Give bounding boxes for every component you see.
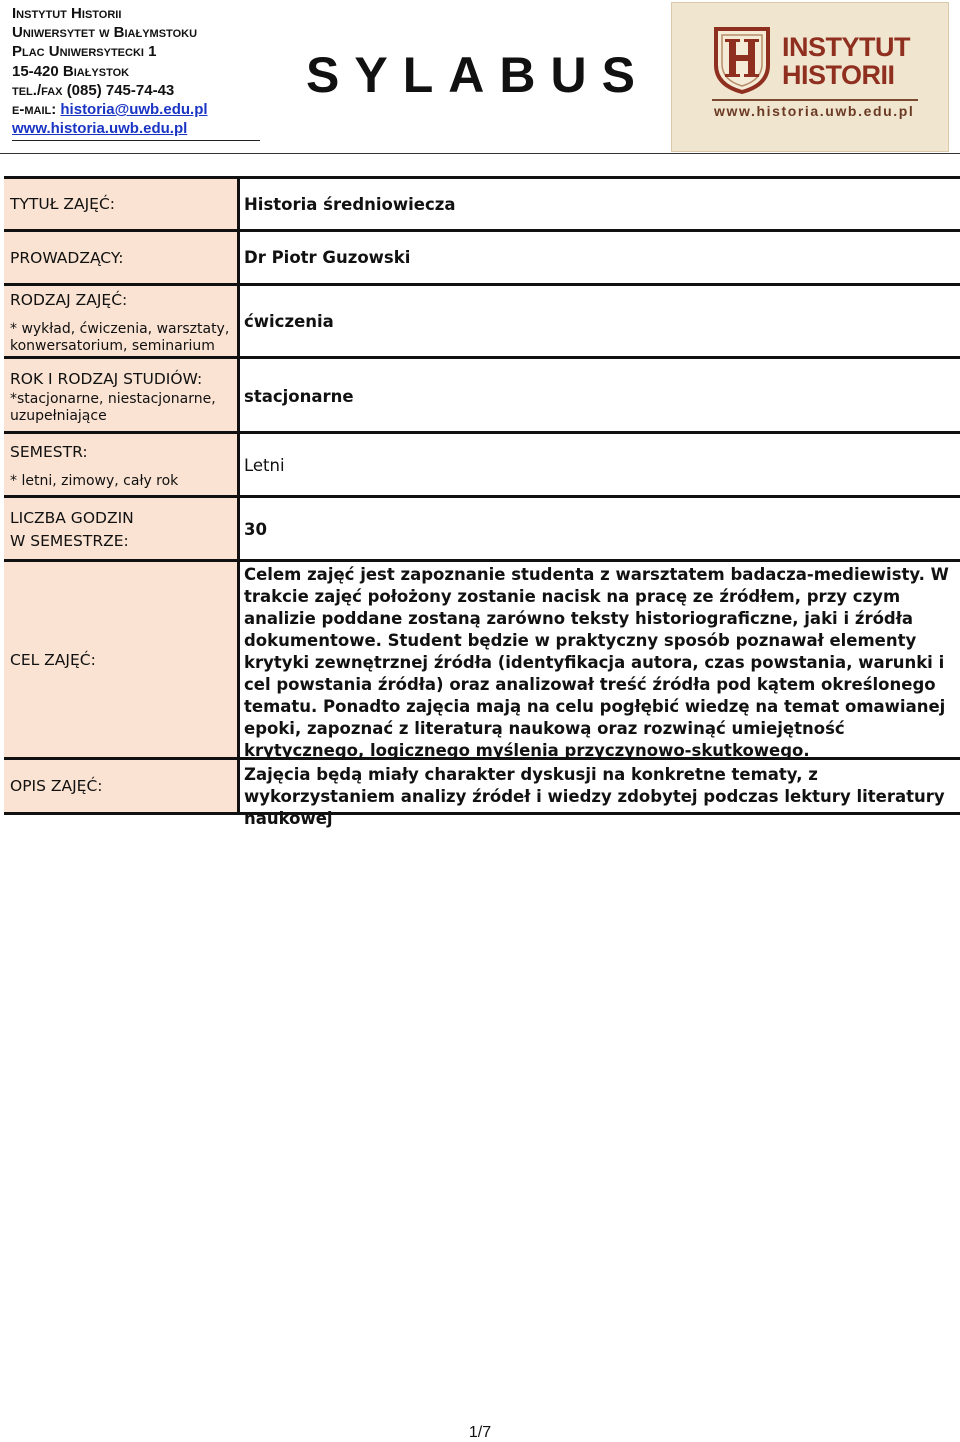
- study-type-label: ROK I RODZAJ STUDIÓW:: [10, 369, 203, 388]
- label-class-type: [4, 286, 240, 358]
- class-type-value: ćwiczenia: [244, 312, 334, 331]
- description-text: Zajęcia będą miały charakter dyskusji na konkretne tematy, z wykorzystaniem analizy źródeł i wiedzy zdobytej podczas lektury literatury naukowej: [244, 765, 945, 828]
- institute-name: Instytut Historii: [12, 5, 122, 22]
- document-title: SYLABUS: [306, 47, 650, 103]
- logo-url: www.historia.uwb.edu.pl: [714, 103, 915, 119]
- label-course-title: [4, 179, 240, 230]
- value-hours: [240, 498, 960, 561]
- website-line: [12, 119, 260, 138]
- value-study-type: [240, 359, 960, 434]
- phone-number: (085) 745-74-43: [66, 81, 175, 99]
- row-semester: [4, 431, 960, 497]
- logo-word-1: INSTYTUT: [782, 32, 910, 62]
- hours-label-line2: W SEMESTRZE:: [10, 531, 129, 550]
- value-class-type: [240, 286, 960, 358]
- instructor-label: PROWADZĄCY:: [10, 248, 124, 267]
- hours-value: 30: [244, 519, 267, 539]
- label-goal: [4, 562, 240, 759]
- course-title-value: Historia średniowiecza: [244, 194, 456, 214]
- value-instructor: [240, 232, 960, 284]
- row-instructor: [4, 229, 960, 284]
- institute-contact-block: [12, 4, 260, 141]
- study-type-value: stacjonarne: [244, 386, 354, 406]
- email-link[interactable]: historia@uwb.edu.pl: [60, 101, 208, 119]
- row-description: [4, 757, 960, 828]
- logo-divider: [712, 99, 918, 101]
- page-number: 1/7: [468, 1424, 492, 1441]
- instructor-value: Dr Piotr Guzowski: [244, 248, 411, 267]
- logo-word-2: HISTORII: [782, 60, 895, 90]
- email-label: e-mail:: [12, 101, 57, 119]
- goal-text: Celem zajęć jest zapoznanie studenta z warsztatem badacza-mediewisty. W trakcie zajęć położony zostanie nacisk na pracę ze źródłem, przy czym analizie poddane zostaną zarówno teksty historiograficzne, jaki i źródła dokumentowe. Student będzie w praktyczny sposób poznawał elementy krytyki zewnętrznej źródła (identyfikacja autora, czas powstania, warunki i cel powstania źródła) oraz analizował treść źródła pod kątem określonego tematu. Ponadto zajęcia mają na celu pogłębić wiedzę na temat omawianej epoki, zapoznać z literaturą naukową oraz rozwinąć umiejętność krytycznego, logicznego myślenia przyczynowo-skutkowego.: [244, 565, 949, 760]
- course-title-label: TYTUŁ ZAJĘĆ:: [10, 195, 116, 213]
- goal-label: CEL ZAJĘĆ:: [10, 651, 96, 669]
- phone-line: [12, 81, 260, 100]
- hours-label-line1: LICZBA GODZIN: [10, 508, 134, 527]
- row-hours: [4, 495, 960, 561]
- instytut-historii-shield-h-icon: [712, 25, 772, 95]
- value-course-title: [240, 179, 960, 230]
- description-label: OPIS ZAJĘĆ:: [10, 776, 103, 795]
- semester-value: Letni: [244, 455, 285, 475]
- email-line: [12, 100, 260, 119]
- label-hours: [4, 498, 240, 561]
- street-address: Plac Uniwersytecki 1: [12, 43, 157, 61]
- label-instructor: [4, 232, 240, 284]
- website-link[interactable]: www.historia.uwb.edu.pl: [12, 120, 188, 138]
- row-study-type: [4, 356, 960, 434]
- university-name: Uniwersytet w Białymstoku: [12, 24, 198, 42]
- study-type-hint: *stacjonarne, niestacjonarne, uzupełniające: [10, 390, 216, 424]
- class-type-label: RODZAJ ZAJĘĆ:: [10, 290, 128, 309]
- semester-label: SEMESTR:: [10, 442, 88, 461]
- institute-logo: [671, 2, 949, 152]
- value-goal: [240, 562, 960, 759]
- semester-hint: * letni, zimowy, cały rok: [10, 472, 179, 489]
- label-semester: [4, 434, 240, 497]
- value-description: [240, 760, 960, 828]
- row-course-title: [4, 176, 960, 230]
- phone-label: tel./fax: [12, 81, 63, 99]
- logo-wordmark: [782, 33, 910, 89]
- postal-address: 15-420 Białystok: [12, 62, 130, 80]
- row-class-type: [4, 283, 960, 358]
- class-type-hint: * wykład, ćwiczenia, warsztaty, konwersatorium, seminarium: [10, 320, 230, 354]
- label-study-type: [4, 359, 240, 434]
- row-goal: [4, 559, 960, 759]
- header-divider: [0, 153, 960, 154]
- value-semester: [240, 434, 960, 497]
- label-description: [4, 760, 240, 812]
